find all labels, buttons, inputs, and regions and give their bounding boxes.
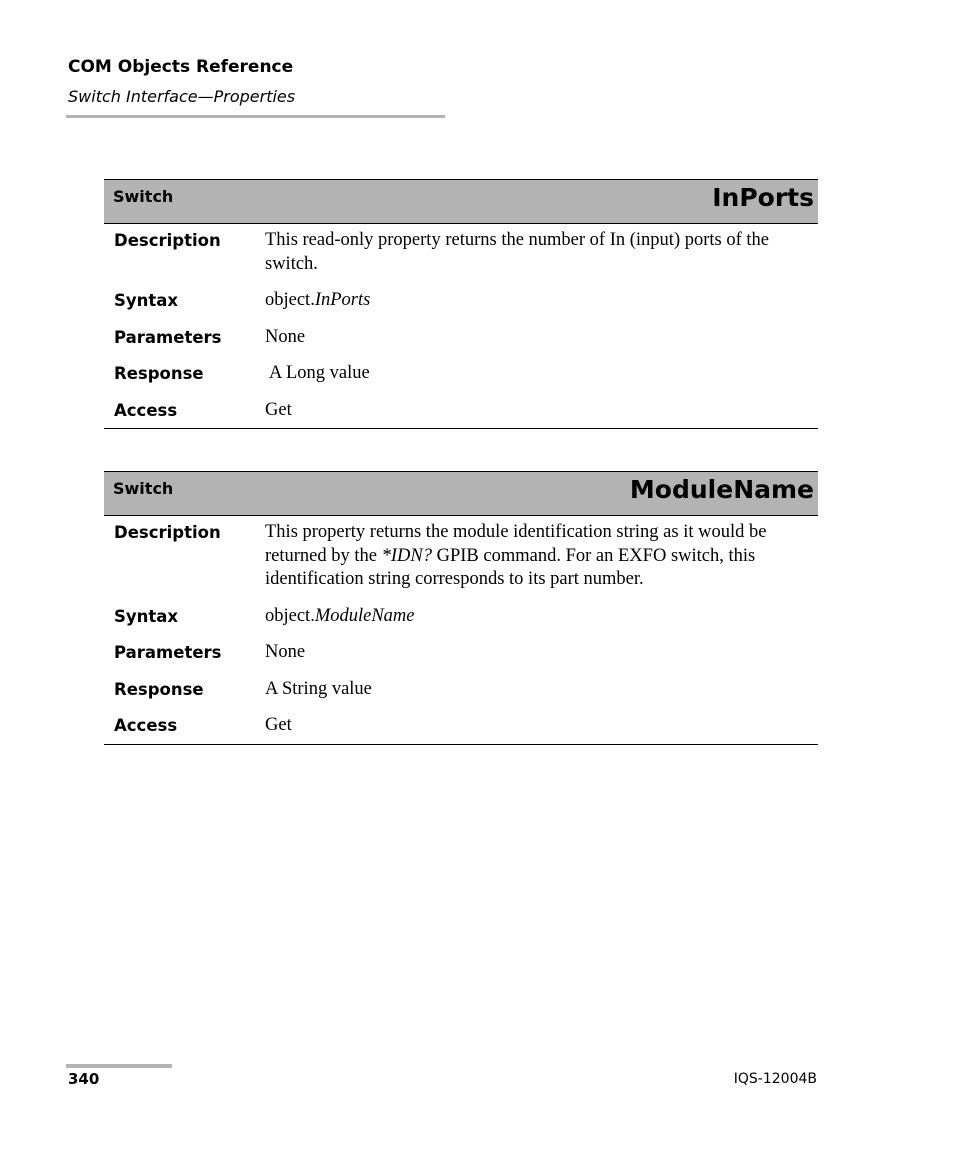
response-value: A String value	[265, 678, 372, 699]
response-row	[104, 362, 818, 386]
syntax-label: Syntax	[114, 606, 179, 626]
description-row	[104, 521, 818, 592]
access-value: Get	[265, 715, 292, 735]
access-row	[104, 714, 818, 738]
description-label: Description	[114, 231, 221, 250]
syntax-row	[104, 289, 818, 313]
class-name: Switch	[113, 187, 174, 206]
page-header-title: COM Objects Reference	[68, 57, 294, 77]
response-label: Response	[114, 679, 204, 699]
description-row	[104, 229, 818, 276]
description-command: *IDN?	[381, 545, 432, 566]
document-id: IQS-12004B	[733, 1071, 817, 1087]
description-text-start: This property returns the module identification string as it would be returned by the	[265, 522, 767, 566]
parameters-label: Parameters	[114, 327, 222, 347]
syntax-value	[265, 289, 818, 313]
syntax-row	[104, 605, 818, 629]
syntax-prefix: object.	[265, 605, 315, 626]
access-label: Access	[114, 400, 178, 420]
property-table-modulename	[104, 471, 818, 745]
parameters-row	[104, 641, 818, 665]
response-row	[104, 678, 818, 702]
access-label: Access	[114, 716, 178, 735]
syntax-value	[265, 605, 818, 629]
footer-divider	[66, 1064, 172, 1068]
syntax-label: Syntax	[114, 291, 179, 310]
property-name: InPorts	[712, 183, 814, 212]
response-value: A Long value	[269, 363, 370, 383]
parameters-label: Parameters	[114, 643, 222, 662]
description-value: This read-only property returns the number of In (input) ports of the switch.	[265, 230, 769, 274]
access-value: Get	[265, 399, 292, 420]
access-row	[104, 399, 818, 423]
description-text-end: GPIB command. For an EXFO switch, this identification string corresponds to its part number.	[265, 545, 756, 589]
response-label: Response	[114, 364, 204, 383]
property-name: ModuleName	[629, 475, 814, 504]
property-table-header	[104, 179, 818, 224]
description-label: Description	[114, 523, 221, 542]
syntax-member: InPorts	[314, 290, 371, 310]
parameters-row	[104, 326, 818, 350]
page-header-subtitle: Switch Interface—Properties	[68, 87, 296, 106]
parameters-value: None	[265, 326, 306, 347]
class-name: Switch	[113, 479, 174, 498]
description-value	[265, 521, 818, 592]
page-number: 340	[68, 1070, 100, 1088]
property-rows	[104, 224, 818, 429]
syntax-prefix: object.	[265, 290, 315, 310]
property-table-inports	[104, 179, 818, 429]
syntax-member: ModuleName	[314, 605, 415, 626]
property-rows	[104, 516, 818, 745]
parameters-value: None	[265, 642, 306, 662]
header-divider	[66, 115, 445, 118]
property-table-header	[104, 471, 818, 516]
